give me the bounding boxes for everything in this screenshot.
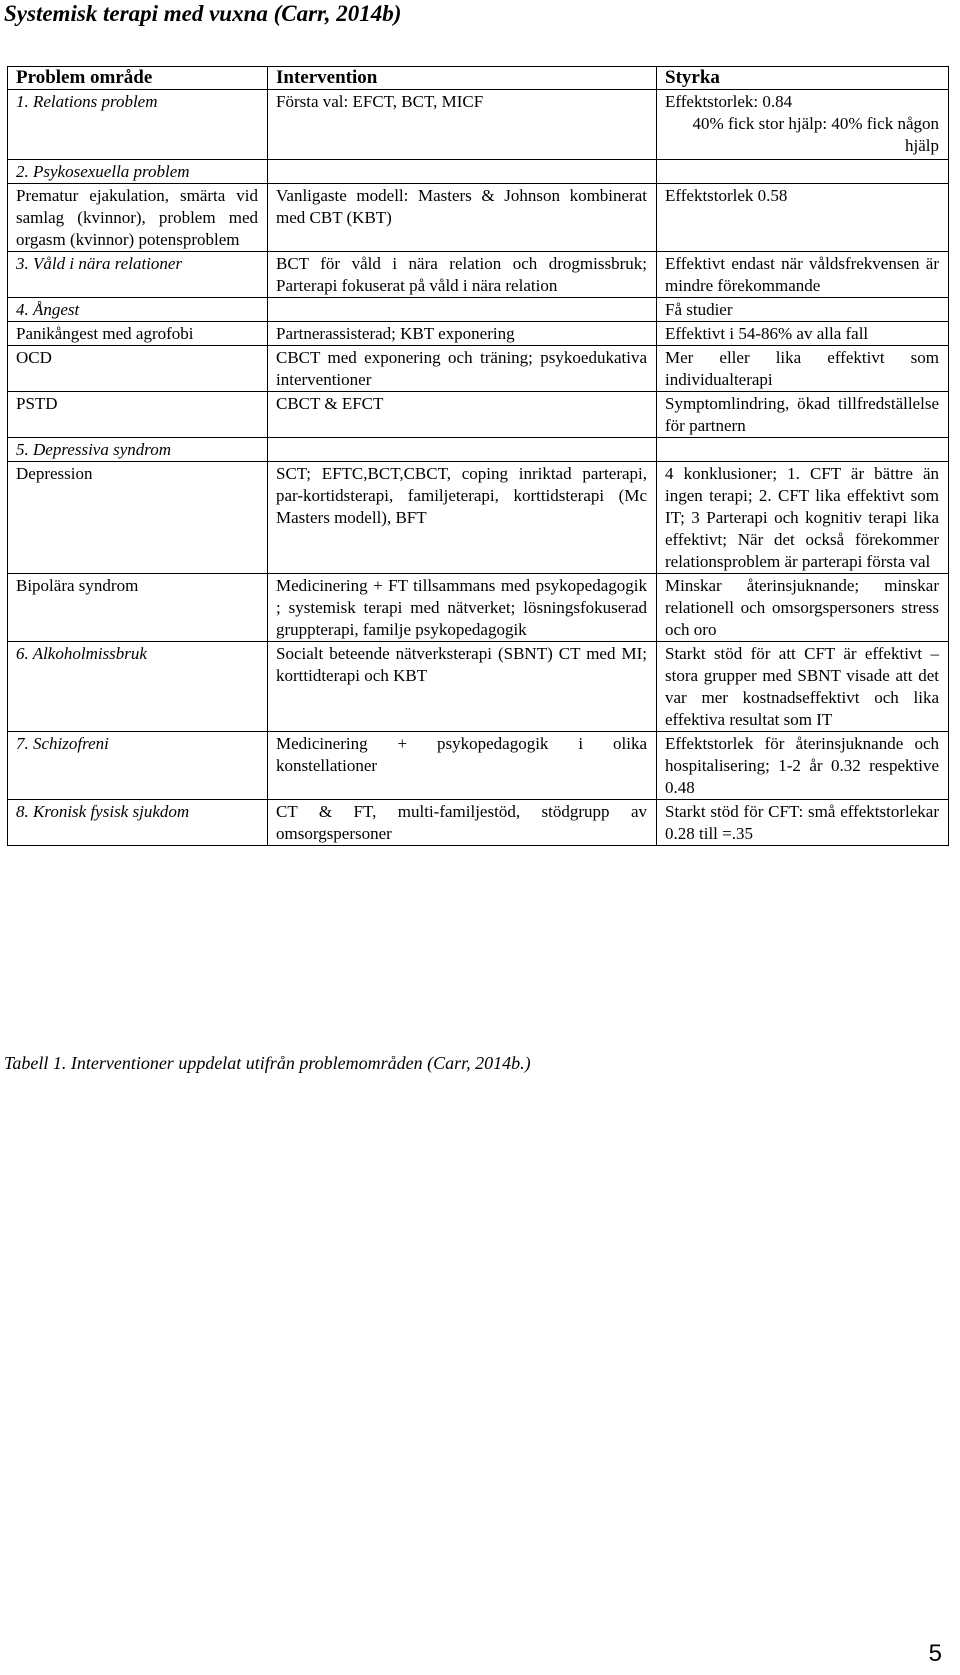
table-row bbox=[8, 800, 949, 846]
problem-cell: 7. Schizofreni bbox=[8, 732, 268, 800]
strength-line: Effektstorlek: 0.84 bbox=[665, 92, 793, 111]
strength-cell: Mer eller lika effektivt som individualterapi bbox=[657, 346, 949, 392]
problem-cell: OCD bbox=[8, 346, 268, 392]
problem-cell: PSTD bbox=[8, 392, 268, 438]
strength-cell: Starkt stöd för att CFT är effektivt – stora grupper med SBNT visade att det var mer kostnadseffektivt och lika effektiva resultat som IT bbox=[657, 642, 949, 732]
intervention-cell: Vanligaste modell: Masters & Johnson kombinerat med CBT (KBT) bbox=[268, 184, 657, 252]
strength-cell: Effektstorlek för återinsjuknande och hospitalisering; 1-2 år 0.32 respektive 0.48 bbox=[657, 732, 949, 800]
strength-cell: Symptomlindring, ökad tillfredställelse för partnern bbox=[657, 392, 949, 438]
table-header-row bbox=[8, 67, 949, 90]
problem-cell: 8. Kronisk fysisk sjukdom bbox=[8, 800, 268, 846]
strength-cell: 4 konklusioner; 1. CFT är bättre än ingen terapi; 2. CFT lika effektivt som IT; 3 Parterapi och kognitiv terapi lika effektivt; När det också förekommer relationsproblem är parterapi första val bbox=[657, 462, 949, 574]
category-row bbox=[8, 160, 949, 184]
interventions-table bbox=[7, 66, 949, 846]
page-title: Systemisk terapi med vuxna (Carr, 2014b) bbox=[4, 1, 402, 26]
empty-cell bbox=[268, 160, 657, 184]
strength-cell: Minskar återinsjuknande; minskar relationell och omsorgspersoners stress och oro bbox=[657, 574, 949, 642]
intervention-cell: Första val: EFCT, BCT, MICF bbox=[268, 90, 657, 160]
problem-cell: Panikångest med agrofobi bbox=[8, 322, 268, 346]
intervention-cell: Socialt beteende nätverksterapi (SBNT) CT med MI; korttidterapi och KBT bbox=[268, 642, 657, 732]
problem-cell: Depression bbox=[8, 462, 268, 574]
intervention-cell: BCT för våld i nära relation och drogmissbruk; Parterapi fokuserat på våld i nära relation bbox=[268, 252, 657, 298]
column-header-strength: Styrka bbox=[657, 67, 949, 90]
table-row bbox=[8, 184, 949, 252]
table-row bbox=[8, 462, 949, 574]
table-row bbox=[8, 574, 949, 642]
table-row bbox=[8, 732, 949, 800]
page-number: 5 bbox=[928, 1640, 942, 1667]
problem-cell: 3. Våld i nära relationer bbox=[8, 252, 268, 298]
problem-cell: Prematur ejakulation, smärta vid samlag (kvinnor), problem med orgasm (kvinnor) potensproblem bbox=[8, 184, 268, 252]
intervention-cell: CBCT & EFCT bbox=[268, 392, 657, 438]
intervention-cell: CT & FT, multi-familjestöd, stödgrupp av omsorgspersoner bbox=[268, 800, 657, 846]
table-row bbox=[8, 252, 949, 298]
category-cell: 4. Ångest bbox=[8, 298, 268, 322]
category-row bbox=[8, 438, 949, 462]
strength-cell: Effektivt endast när våldsfrekvensen är mindre förekommande bbox=[657, 252, 949, 298]
strength-cell: Få studier bbox=[657, 298, 949, 322]
table-row bbox=[8, 346, 949, 392]
intervention-cell: Medicinering + psykopedagogik i olika konstellationer bbox=[268, 732, 657, 800]
strength-line: 40% fick stor hjälp: 40% fick någon hjälp bbox=[692, 114, 939, 155]
intervention-cell: Partnerassisterad; KBT exponering bbox=[268, 322, 657, 346]
strength-cell: Effektstorlek 0.58 bbox=[657, 184, 949, 252]
empty-cell bbox=[657, 160, 949, 184]
category-row bbox=[8, 298, 949, 322]
intervention-cell: CBCT med exponering och träning; psykoedukativa interventioner bbox=[268, 346, 657, 392]
strength-cell: Effektivt i 54-86% av alla fall bbox=[657, 322, 949, 346]
problem-cell: 1. Relations problem bbox=[8, 90, 268, 160]
strength-cell: Starkt stöd för CFT: små effektstorlekar 0.28 till =.35 bbox=[657, 800, 949, 846]
problem-cell: Bipolära syndrom bbox=[8, 574, 268, 642]
table-row bbox=[8, 90, 949, 160]
empty-cell bbox=[268, 438, 657, 462]
category-cell: 2. Psykosexuella problem bbox=[8, 160, 268, 184]
table-row bbox=[8, 322, 949, 346]
column-header-problem: Problem område bbox=[8, 67, 268, 90]
strength-cell bbox=[657, 90, 949, 160]
empty-cell bbox=[657, 438, 949, 462]
table-row bbox=[8, 392, 949, 438]
empty-cell bbox=[268, 298, 657, 322]
column-header-intervention: Intervention bbox=[268, 67, 657, 90]
table-row bbox=[8, 642, 949, 732]
intervention-cell: SCT; EFTC,BCT,CBCT, coping inriktad parterapi, par-kortidsterapi, familjeterapi, korttidsterapi (Mc Masters modell), BFT bbox=[268, 462, 657, 574]
category-cell: 5. Depressiva syndrom bbox=[8, 438, 268, 462]
intervention-cell: Medicinering + FT tillsammans med psykopedagogik ; systemisk terapi med nätverket; lösningsfokuserad gruppterapi, familje psykopedagogik bbox=[268, 574, 657, 642]
table-caption: Tabell 1. Interventioner uppdelat utifrån problemområden (Carr, 2014b.) bbox=[4, 1053, 531, 1073]
problem-cell: 6. Alkoholmissbruk bbox=[8, 642, 268, 732]
